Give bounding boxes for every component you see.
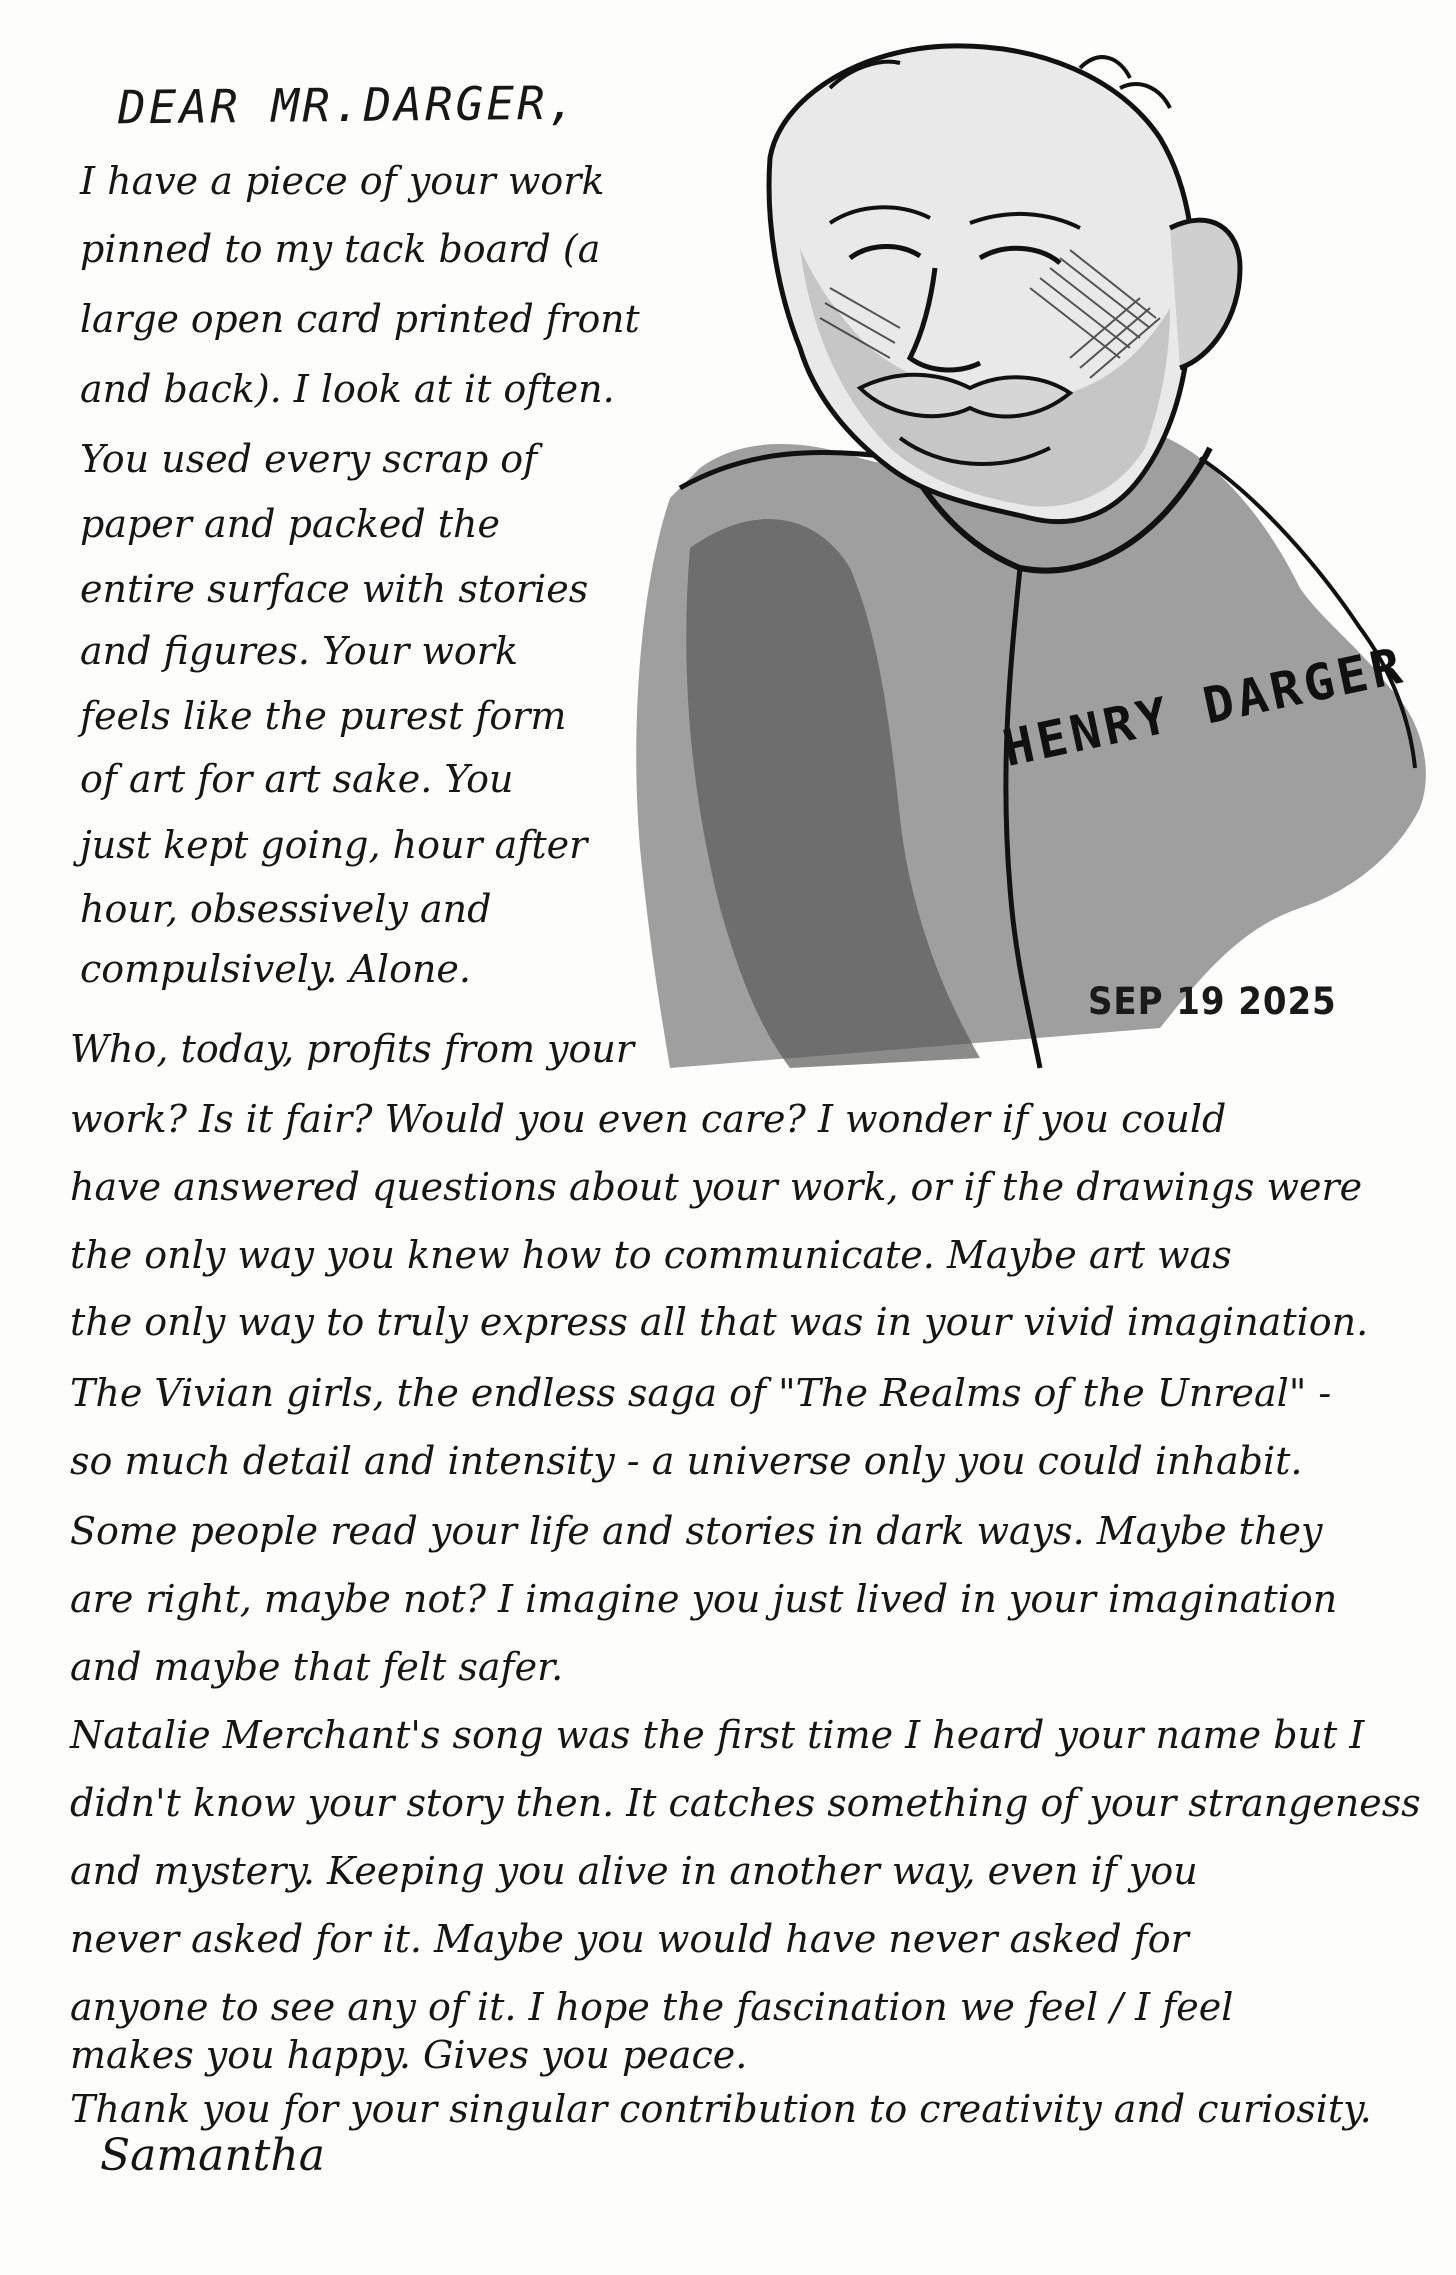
letter-line: I have a piece of your work — [80, 159, 605, 203]
letter-line: work? Is it fair? Would you even care? I wonder if you could — [70, 1097, 1227, 1141]
letter-line: hour, obsessively and — [80, 887, 492, 931]
letter-line: and back). I look at it often. — [80, 367, 615, 411]
ear — [1170, 220, 1240, 368]
letter-line: the only way you knew how to communicate. Maybe art was — [70, 1233, 1232, 1277]
letter-line: just kept going, hour after — [80, 823, 588, 867]
letter-line: Thank you for your singular contribution to creativity and curiosity. — [70, 2087, 1372, 2131]
letter-line: makes you happy. Gives you peace. — [70, 2033, 748, 2077]
portrait-name-label: HENRY DARGER — [997, 636, 1411, 778]
portrait-drawing — [600, 28, 1440, 1073]
letter-line: You used every scrap of — [80, 437, 538, 481]
letter-line: are right, maybe not? I imagine you just lived in your imagination — [70, 1577, 1338, 1621]
letter-line: have answered questions about your work, or if the drawings were — [70, 1165, 1363, 1209]
letter-line: didn't know your story then. It catches something of your strangeness — [70, 1781, 1421, 1825]
letter-line: feels like the purest form — [80, 694, 567, 738]
letter-salutation: DEAR MR.DARGER, — [117, 75, 579, 135]
letter-line: anyone to see any of it. I hope the fascination we feel / I feel — [70, 1985, 1234, 2029]
letter-line: compulsively. Alone. — [80, 947, 472, 991]
letter-line: large open card printed front — [80, 297, 640, 341]
signature: Samantha — [100, 2130, 325, 2181]
portrait-illustration — [600, 28, 1440, 1073]
letter-line: paper and packed the — [80, 502, 500, 546]
letter-line: and figures. Your work — [80, 629, 518, 673]
letter-line: The Vivian girls, the endless saga of "The Realms of the Unreal" - — [70, 1371, 1332, 1415]
letter-line: of art for art sake. You — [80, 757, 514, 801]
letter-line: Natalie Merchant's song was the first time I heard your name but I — [70, 1713, 1365, 1757]
letter-line: never asked for it. Maybe you would have never asked for — [70, 1917, 1189, 1961]
letter-line: Who, today, profits from your — [70, 1027, 635, 1071]
letter-line: so much detail and intensity - a universe only you could inhabit. — [70, 1439, 1303, 1483]
letter-line: Some people read your life and stories in dark ways. Maybe they — [70, 1509, 1323, 1553]
letter-line: pinned to my tack board (a — [80, 227, 601, 271]
letter-line: and mystery. Keeping you alive in another way, even if you — [70, 1849, 1198, 1893]
letter-line: and maybe that felt safer. — [70, 1645, 564, 1689]
letter-line: entire surface with stories — [80, 567, 589, 611]
letter-line: the only way to truly express all that was in your vivid imagination. — [70, 1300, 1369, 1344]
date-stamp: SEP 19 2025 — [1088, 980, 1337, 1023]
